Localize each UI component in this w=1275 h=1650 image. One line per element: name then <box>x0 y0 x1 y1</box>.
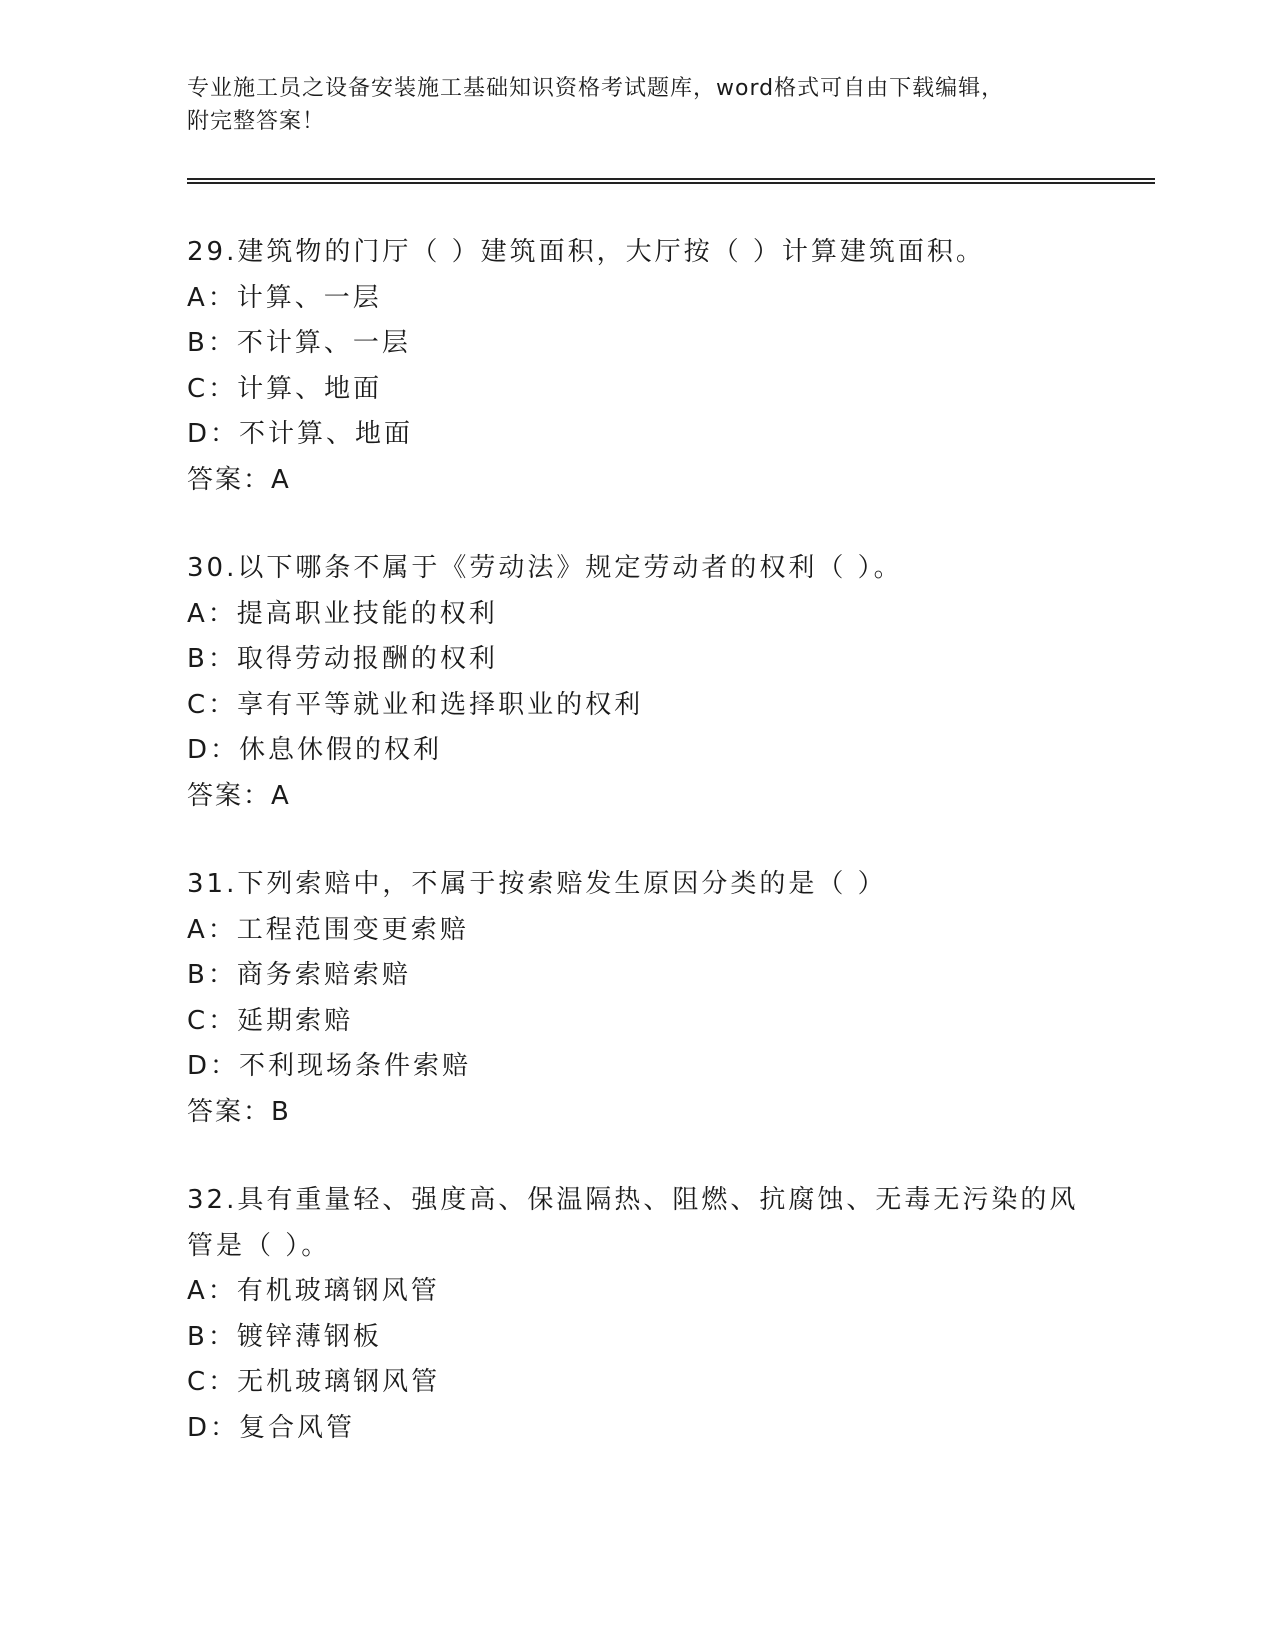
option-a: A：提高职业技能的权利 <box>187 598 498 629</box>
option-d: D：不计算、地面 <box>187 419 414 449</box>
option-d: D：不利现场条件索赔 <box>187 1051 472 1081</box>
header-text-line-1: 专业施工员之设备安装施工基础知识资格考试题库，word格式可自由下载编辑， <box>187 76 1005 101</box>
question-31 <box>187 862 1107 1135</box>
option-a: A：计算、一层 <box>187 282 382 313</box>
question-list <box>187 230 1107 1494</box>
option-d: D：复合风管 <box>187 1412 356 1443</box>
option-c: C：延期索赔 <box>187 1005 354 1036</box>
header-text-line-2: 附完整答案！ <box>187 109 326 134</box>
answer-label: 答案：B <box>187 1096 291 1127</box>
question-32 <box>187 1178 1107 1451</box>
option-c: C：计算、地面 <box>187 373 383 404</box>
option-b: B：镀锌薄钢板 <box>187 1321 382 1352</box>
question-stem: 31.下列索赔中，不属于按索赔发生原因分类的是（ ） <box>187 869 887 899</box>
option-c: C：享有平等就业和选择职业的权利 <box>187 689 644 720</box>
question-stem: 32.具有重量轻、强度高、保温隔热、阻燃、抗腐蚀、无毒无污染的风管是（ ）。 <box>187 1185 1079 1261</box>
option-b: B：取得劳动报酬的权利 <box>187 644 498 674</box>
answer-label: 答案：A <box>187 780 291 811</box>
question-stem: 30.以下哪条不属于《劳动法》规定劳动者的权利（ ）。 <box>187 553 903 583</box>
option-b: B：商务索赔索赔 <box>187 960 411 990</box>
answer-label: 答案：A <box>187 464 291 495</box>
option-a: A：有机玻璃钢风管 <box>187 1276 440 1306</box>
document-header <box>187 72 1087 138</box>
question-stem: 29.建筑物的门厅（ ）建筑面积，大厅按（ ）计算建筑面积。 <box>187 237 985 267</box>
option-c: C：无机玻璃钢风管 <box>187 1367 441 1397</box>
question-30 <box>187 546 1107 819</box>
question-29 <box>187 230 1107 503</box>
header-divider <box>187 178 1155 184</box>
option-b: B：不计算、一层 <box>187 328 411 358</box>
option-a: A：工程范围变更索赔 <box>187 914 469 945</box>
option-d: D：休息休假的权利 <box>187 735 443 765</box>
